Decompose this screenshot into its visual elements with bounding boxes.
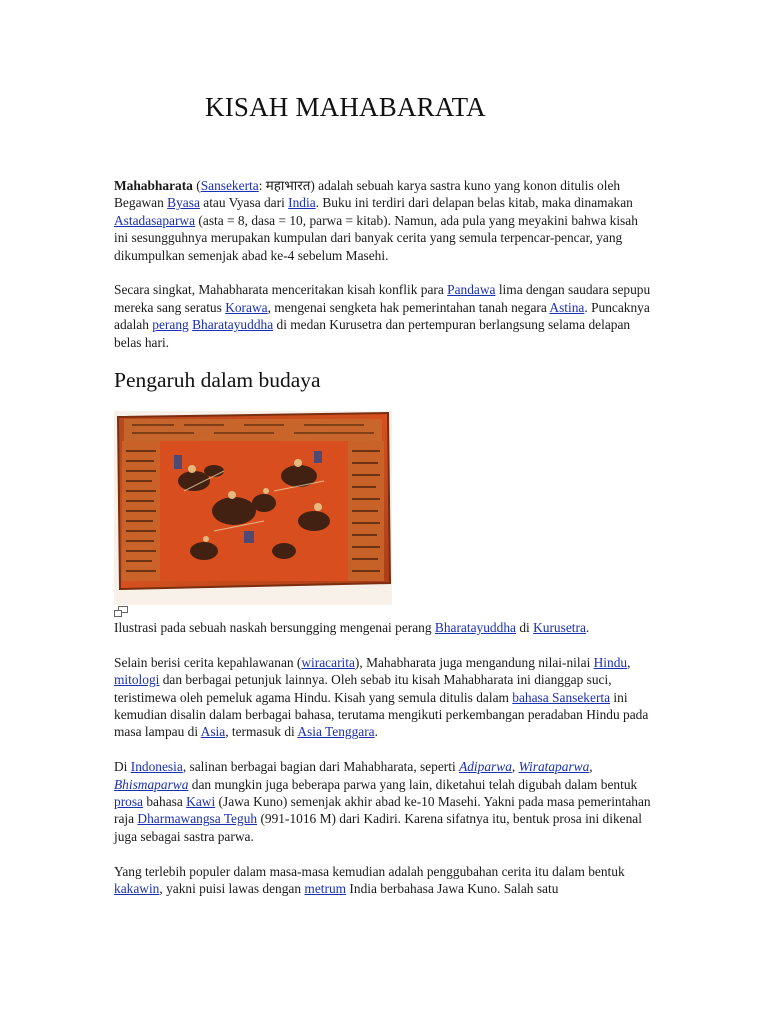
link-asia-tenggara[interactable]: Asia Tenggara [297, 724, 375, 740]
section-heading-pengaruh: Pengaruh dalam budaya [114, 368, 321, 392]
link-wiracarita[interactable]: wiracarita [301, 654, 355, 670]
link-kurusetra[interactable]: Kurusetra [533, 620, 586, 635]
intro-section [114, 177, 654, 368]
paragraph-summary: Secara singkat, Mahabharata menceritakan kisah konflik para Pandawa lima dengan saudara sepupu mereka sang seratus Korawa, mengenai sengketa hak pemerintahan tanah negara Astina. Puncaknya adalah perang Bharatayuddha di medan Kurusetra dan pertempuran berlangsung selama delapan belas hari. [114, 282, 651, 350]
link-bharatayuddha-caption[interactable]: Bharatayuddha [434, 620, 516, 635]
link-kakawin[interactable]: kakawin [114, 881, 160, 897]
link-hindu[interactable]: Hindu [593, 654, 628, 670]
link-astadasaparwa[interactable]: Astadasaparwa [114, 212, 196, 228]
term-mahabharata: Mahabharata [114, 178, 193, 193]
link-bhismaparwa[interactable]: Bhismaparwa [114, 776, 189, 792]
link-mitologi[interactable]: mitologi [114, 672, 160, 688]
link-sansekerta[interactable]: Sansekerta [200, 178, 259, 193]
paragraph-indonesia: Di Indonesia, salinan berbagai bagian dari Mahabharata, seperti Adiparwa, Wirataparwa, Bhismaparwa dan mungkin juga beberapa parwa yang lain, diketahui telah digubah dalam bentuk prosa bahasa Kawi (Jawa Kuno) semenjak akhir abad ke-10 Masehi. Yakni pada masa pemerintahan raja Dharmawangsa Teguh (991-1016 M) dari Kadiri. Karena sifatnya itu, bentuk prosa ini dikenal juga sebagai sastra parwa. [114, 759, 651, 844]
link-dharmawangsa-teguh[interactable]: Dharmawangsa Teguh [137, 811, 258, 827]
link-prosa[interactable]: prosa [114, 794, 144, 810]
link-pandawa[interactable]: Pandawa [447, 282, 496, 298]
link-asia[interactable]: Asia [200, 724, 226, 740]
link-astina[interactable]: Astina [549, 299, 585, 315]
paragraph-values: Selain berisi cerita kepahlawanan (wiracarita), Mahabharata juga mengandung nilai-nilai Hindu, mitologi dan berbagai petunjuk lainnya. Oleh sebab itu kisah Mahabharata ini dianggap suci, teristimewa oleh pemeluk agama Hindu. Kisah yang semula ditulis dalam bahasa Sansekerta ini kemudian disalin dalam berbagai bahasa, terutama mengikuti perkembangan peradaban Hindu pada masa lampau di Asia, termasuk di Asia Tenggara. [114, 654, 649, 740]
culture-section [114, 619, 654, 915]
enlarge-icon[interactable] [114, 606, 128, 617]
link-adiparwa[interactable]: Adiparwa [459, 759, 512, 775]
link-metrum[interactable]: metrum [304, 881, 347, 897]
link-india[interactable]: India [288, 195, 316, 211]
link-byasa[interactable]: Byasa [167, 195, 200, 211]
paragraph-intro: Mahabharata (Sansekerta: महाभारत) adalah sebuah karya sastra kuno yang konon ditulis oleh Begawan Byasa atau Vyasa dari India. Buku ini terdiri dari delapan belas kitab, maka dinamakan Astadasaparwa (asta = 8, dasa = 10, parwa = kitab). Namun, ada pula yang meyakini bahwa kisah ini sesungguhnya merupakan kumpulan dari banyak cerita yang semula terpencar-pencar, yang dikumpulkan semenjak abad ke-4 sebelum Masehi. [114, 178, 638, 263]
link-korawa[interactable]: Korawa [225, 299, 268, 315]
paragraph-kakawin: Yang terlebih populer dalam masa-masa kemudian adalah penggubahan cerita itu dalam bentuk kakawin, yakni puisi lawas dengan metrum India berbahasa Jawa Kuno. Salah satu [114, 863, 625, 897]
image-caption: Ilustrasi pada sebuah naskah bersungging mengenai perang Bharatayuddha di Kurusetra. [114, 620, 590, 635]
link-bahasa-sansekerta[interactable]: bahasa Sansekerta [512, 689, 611, 705]
link-indonesia[interactable]: Indonesia [130, 759, 183, 775]
link-wirataparwa[interactable]: Wirataparwa [518, 759, 590, 775]
manuscript-illustration[interactable] [114, 411, 392, 605]
link-perang[interactable]: perang [152, 317, 189, 333]
link-bharatayuddha[interactable]: Bharatayuddha [192, 317, 274, 333]
link-kawi[interactable]: Kawi [186, 794, 216, 810]
page-title: KISAH MAHABARATA [205, 92, 486, 122]
